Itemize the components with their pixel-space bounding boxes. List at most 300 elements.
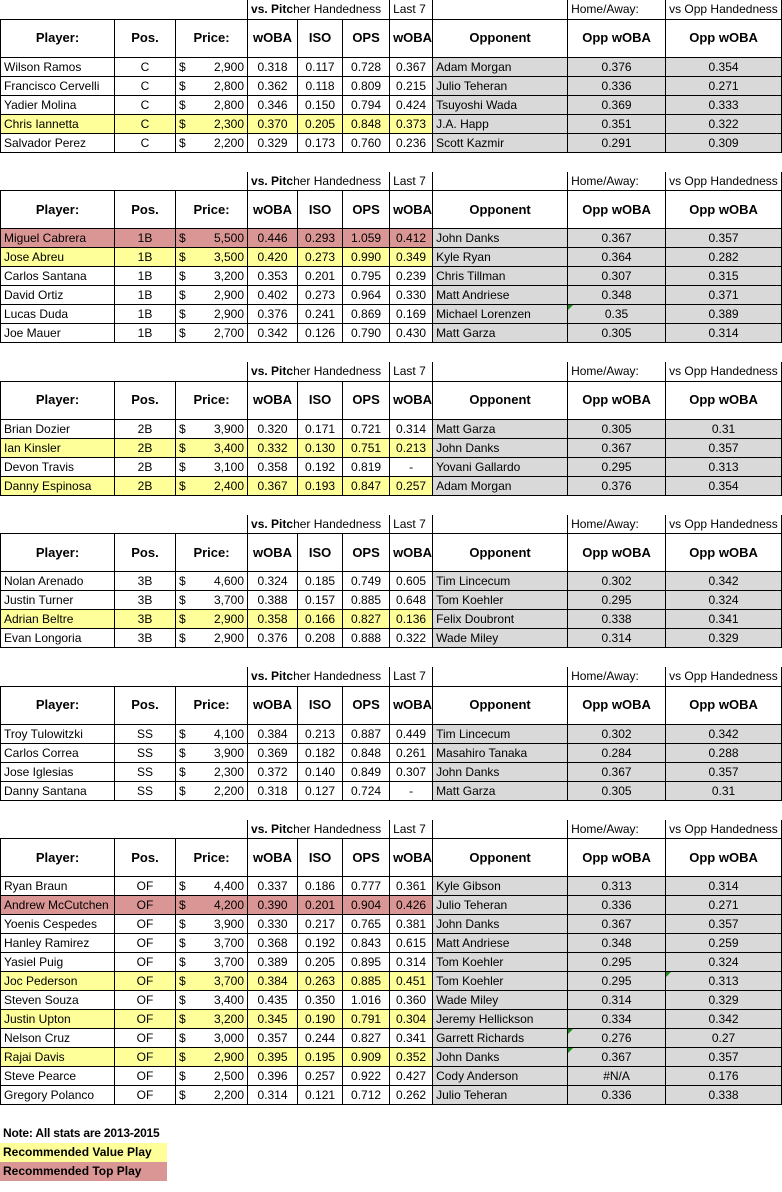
player-price — [176, 915, 248, 934]
currency-symbol: $ — [179, 974, 186, 988]
home-away-opp-woba: 0.376 — [568, 476, 666, 495]
ops-value: 0.749 — [343, 572, 390, 591]
player-price — [176, 248, 248, 267]
price-value: 2,900 — [214, 307, 245, 321]
currency-symbol: $ — [179, 269, 186, 283]
home-away-opp-woba: 0.336 — [568, 1086, 666, 1105]
home-away-opp-woba: 0.351 — [568, 114, 666, 133]
player-price — [176, 781, 248, 800]
vs-hand-opp-woba: 0.357 — [666, 762, 782, 781]
vs-hand-opp-woba: 0.324 — [666, 953, 782, 972]
home-away-header: Home/Away: — [568, 0, 666, 19]
opponent-name: John Danks — [433, 1048, 568, 1067]
woba-value: 0.345 — [248, 1010, 298, 1029]
vs-hand-opp-woba: 0.309 — [666, 133, 782, 152]
player-price — [176, 991, 248, 1010]
opponent-name: Tom Koehler — [433, 972, 568, 991]
last7-woba-value: 0.648 — [390, 591, 433, 610]
woba-value: 0.389 — [248, 953, 298, 972]
legend-top-play: Recommended Top Play — [0, 1162, 167, 1181]
player-name: Devon Travis — [1, 457, 115, 476]
column-header-woba: wOBA — [248, 686, 298, 724]
home-away-opp-woba: 0.348 — [568, 934, 666, 953]
column-header-ops: OPS — [343, 839, 390, 877]
column-header-player: Player: — [1, 381, 115, 419]
opponent-name: Kyle Gibson — [433, 877, 568, 896]
player-row — [1, 743, 782, 762]
last7-woba-value: 0.136 — [390, 610, 433, 629]
iso-value: 0.293 — [298, 229, 343, 248]
ops-value: 0.885 — [343, 972, 390, 991]
opponent-name: Tim Lincecum — [433, 724, 568, 743]
ops-value: 0.712 — [343, 1086, 390, 1105]
woba-value: 0.357 — [248, 1029, 298, 1048]
column-header-opponent: Opponent — [433, 191, 568, 229]
currency-symbol: $ — [179, 745, 186, 760]
position-table — [0, 667, 782, 801]
woba-value: 0.372 — [248, 762, 298, 781]
column-header-price: Price: — [176, 381, 248, 419]
iso-value: 0.117 — [298, 57, 343, 76]
woba-value: 0.390 — [248, 896, 298, 915]
player-row — [1, 305, 782, 324]
ops-value: 0.791 — [343, 1010, 390, 1029]
opponent-name: Masahiro Tanaka — [433, 743, 568, 762]
column-header-player: Player: — [1, 534, 115, 572]
woba-value: 0.395 — [248, 1048, 298, 1067]
woba-value: 0.358 — [248, 457, 298, 476]
home-away-opp-woba: 0.364 — [568, 248, 666, 267]
column-header-price: Price: — [176, 686, 248, 724]
opponent-name: Tsuyoshi Wada — [433, 95, 568, 114]
ops-value: 0.765 — [343, 915, 390, 934]
currency-symbol: $ — [179, 726, 186, 741]
woba-value: 0.370 — [248, 114, 298, 133]
home-away-opp-woba: 0.302 — [568, 724, 666, 743]
price-value: 3,700 — [214, 593, 245, 607]
column-header-ops: OPS — [343, 534, 390, 572]
player-position: 3B — [115, 610, 176, 629]
woba-value: 0.396 — [248, 1067, 298, 1086]
iso-value: 0.190 — [298, 1010, 343, 1029]
opponent-name: Tom Koehler — [433, 591, 568, 610]
opponent-name: Wade Miley — [433, 991, 568, 1010]
vs-hand-opp-woba: 0.357 — [666, 1048, 782, 1067]
home-away-opp-woba: 0.295 — [568, 953, 666, 972]
player-position: OF — [115, 934, 176, 953]
column-header-price: Price: — [176, 534, 248, 572]
player-position: SS — [115, 781, 176, 800]
player-row — [1, 1010, 782, 1029]
section-spacer — [0, 343, 782, 362]
woba-value: 0.367 — [248, 476, 298, 495]
currency-symbol: $ — [179, 78, 186, 93]
woba-value: 0.318 — [248, 57, 298, 76]
ops-value: 0.794 — [343, 95, 390, 114]
player-name: Lucas Duda — [1, 305, 115, 324]
last7-woba-value: 0.257 — [390, 476, 433, 495]
column-header-iso: ISO — [298, 191, 343, 229]
column-header-woba: wOBA — [248, 534, 298, 572]
price-value: 2,200 — [214, 1088, 245, 1102]
currency-symbol: $ — [179, 783, 186, 798]
column-header-opp-woba2: Opp wOBA — [666, 839, 782, 877]
iso-value: 0.195 — [298, 1048, 343, 1067]
player-price — [176, 610, 248, 629]
player-row — [1, 438, 782, 457]
ops-value: 0.827 — [343, 1029, 390, 1048]
opponent-name: John Danks — [433, 438, 568, 457]
last7-woba-value: 0.412 — [390, 229, 433, 248]
price-value: 4,200 — [214, 898, 245, 912]
iso-value: 0.205 — [298, 114, 343, 133]
currency-symbol: $ — [179, 955, 186, 969]
home-away-opp-woba: 0.302 — [568, 572, 666, 591]
currency-symbol: $ — [179, 440, 186, 455]
opponent-name: Felix Doubront — [433, 610, 568, 629]
player-position: SS — [115, 762, 176, 781]
ops-value: 0.819 — [343, 457, 390, 476]
player-row — [1, 95, 782, 114]
ops-value: 0.990 — [343, 248, 390, 267]
player-position: 2B — [115, 438, 176, 457]
home-away-opp-woba: 0.313 — [568, 877, 666, 896]
vs-hand-opp-woba: 0.259 — [666, 934, 782, 953]
home-away-opp-woba: 0.305 — [568, 781, 666, 800]
home-away-opp-woba: 0.369 — [568, 95, 666, 114]
woba-value: 0.420 — [248, 248, 298, 267]
last7-woba-value: 0.213 — [390, 438, 433, 457]
currency-symbol: $ — [179, 116, 186, 131]
vs-hand-opp-woba: 0.333 — [666, 95, 782, 114]
opponent-name: Julio Teheran — [433, 1086, 568, 1105]
player-name: David Ortiz — [1, 286, 115, 305]
last7-woba-value: 0.262 — [390, 1086, 433, 1105]
column-header-ops: OPS — [343, 381, 390, 419]
price-value: 2,200 — [214, 783, 245, 798]
ops-value: 0.885 — [343, 591, 390, 610]
player-row — [1, 1048, 782, 1067]
last7-woba-value: 0.451 — [390, 972, 433, 991]
column-header-price: Price: — [176, 19, 248, 57]
last7-woba-value: 0.449 — [390, 724, 433, 743]
price-value: 3,100 — [214, 459, 245, 474]
last7-header: Last 7 — [390, 667, 433, 686]
last7-header: Last 7 — [390, 820, 433, 839]
iso-value: 0.126 — [298, 324, 343, 343]
ops-value: 0.964 — [343, 286, 390, 305]
player-row — [1, 286, 782, 305]
player-row — [1, 953, 782, 972]
position-table — [0, 172, 782, 344]
opponent-name: John Danks — [433, 915, 568, 934]
player-row — [1, 476, 782, 495]
vs-hand-opp-woba: 0.357 — [666, 229, 782, 248]
currency-symbol: $ — [179, 135, 186, 150]
home-away-opp-woba: 0.295 — [568, 972, 666, 991]
column-header-woba: wOBA — [248, 839, 298, 877]
home-away-opp-woba: 0.338 — [568, 610, 666, 629]
column-header-woba: wOBA — [248, 19, 298, 57]
opponent-name: Garrett Richards — [433, 1029, 568, 1048]
player-name: Steven Souza — [1, 991, 115, 1010]
player-name: Justin Upton — [1, 1010, 115, 1029]
last7-woba-value: 0.361 — [390, 877, 433, 896]
ops-value: 1.059 — [343, 229, 390, 248]
player-name: Joe Mauer — [1, 324, 115, 343]
player-row — [1, 76, 782, 95]
vs-hand-opp-woba: 0.27 — [666, 1029, 782, 1048]
column-header-opp-woba: Opp wOBA — [568, 381, 666, 419]
player-row — [1, 724, 782, 743]
vs-hand-opp-woba: 0.342 — [666, 724, 782, 743]
column-header-opponent: Opponent — [433, 381, 568, 419]
player-row — [1, 934, 782, 953]
player-position: 3B — [115, 629, 176, 648]
pitcher-handedness-header: vs. Pitcher Handedness — [248, 515, 390, 534]
opponent-name: John Danks — [433, 229, 568, 248]
player-row — [1, 915, 782, 934]
column-header-pos: Pos. — [115, 381, 176, 419]
player-price — [176, 572, 248, 591]
ops-value: 0.849 — [343, 762, 390, 781]
player-name: Miguel Cabrera — [1, 229, 115, 248]
player-position: 1B — [115, 229, 176, 248]
legend-value-play: Recommended Value Play — [0, 1143, 167, 1162]
position-table — [0, 515, 782, 649]
opponent-name: Matt Andriese — [433, 286, 568, 305]
woba-value: 0.376 — [248, 629, 298, 648]
vs-hand-opp-woba: 0.271 — [666, 896, 782, 915]
player-price — [176, 877, 248, 896]
ops-value: 0.847 — [343, 476, 390, 495]
column-header-player: Player: — [1, 839, 115, 877]
player-position: OF — [115, 953, 176, 972]
opponent-name: Tom Koehler — [433, 953, 568, 972]
woba-value: 0.384 — [248, 972, 298, 991]
player-name: Yasiel Puig — [1, 953, 115, 972]
price-value: 2,700 — [214, 326, 245, 340]
column-header-iso: ISO — [298, 534, 343, 572]
pitcher-handedness-header: vs. Pitcher Handedness — [248, 820, 390, 839]
last7-header: Last 7 — [390, 0, 433, 19]
vs-hand-opp-woba: 0.282 — [666, 248, 782, 267]
home-away-opp-woba: 0.314 — [568, 991, 666, 1010]
ops-value: 1.016 — [343, 991, 390, 1010]
player-name: Wilson Ramos — [1, 57, 115, 76]
player-name: Ian Kinsler — [1, 438, 115, 457]
price-value: 2,300 — [214, 116, 245, 131]
ops-value: 0.843 — [343, 934, 390, 953]
iso-value: 0.350 — [298, 991, 343, 1010]
column-header-opponent: Opponent — [433, 534, 568, 572]
iso-value: 0.244 — [298, 1029, 343, 1048]
column-header-opp-woba2: Opp wOBA — [666, 534, 782, 572]
opponent-name: Adam Morgan — [433, 476, 568, 495]
vs-hand-opp-woba: 0.354 — [666, 476, 782, 495]
column-header-opponent: Opponent — [433, 839, 568, 877]
player-row — [1, 114, 782, 133]
player-position: OF — [115, 972, 176, 991]
player-price — [176, 114, 248, 133]
opponent-name: Matt Garza — [433, 324, 568, 343]
last7-woba-value: 0.381 — [390, 915, 433, 934]
player-position: 1B — [115, 286, 176, 305]
home-away-header: Home/Away: — [568, 172, 666, 191]
ops-value: 0.809 — [343, 76, 390, 95]
ops-value: 0.887 — [343, 724, 390, 743]
iso-value: 0.263 — [298, 972, 343, 991]
opponent-name: Jeremy Hellickson — [433, 1010, 568, 1029]
player-name: Nelson Cruz — [1, 1029, 115, 1048]
ops-value: 0.848 — [343, 114, 390, 133]
player-name: Troy Tulowitzki — [1, 724, 115, 743]
player-position: C — [115, 114, 176, 133]
last7-woba-value: 0.304 — [390, 1010, 433, 1029]
player-name: Yadier Molina — [1, 95, 115, 114]
home-away-opp-woba: 0.276 — [568, 1029, 666, 1048]
pitcher-handedness-header: vs. Pitcher Handedness — [248, 362, 390, 381]
iso-value: 0.166 — [298, 610, 343, 629]
home-away-opp-woba: 0.295 — [568, 457, 666, 476]
player-row — [1, 457, 782, 476]
column-header-ops: OPS — [343, 686, 390, 724]
woba-value: 0.376 — [248, 305, 298, 324]
vs-hand-opp-woba: 0.357 — [666, 438, 782, 457]
price-value: 3,700 — [214, 955, 245, 969]
column-header-opp-woba2: Opp wOBA — [666, 686, 782, 724]
last7-woba-value: 0.367 — [390, 57, 433, 76]
vs-hand-opp-woba: 0.371 — [666, 286, 782, 305]
player-price — [176, 305, 248, 324]
iso-value: 0.157 — [298, 591, 343, 610]
iso-value: 0.130 — [298, 438, 343, 457]
ops-value: 0.895 — [343, 953, 390, 972]
home-away-opp-woba: 0.367 — [568, 915, 666, 934]
woba-value: 0.353 — [248, 267, 298, 286]
pitcher-handedness-header: vs. Pitcher Handedness — [248, 0, 390, 19]
player-name: Danny Espinosa — [1, 476, 115, 495]
woba-value: 0.402 — [248, 286, 298, 305]
vs-hand-opp-woba: 0.31 — [666, 781, 782, 800]
iso-value: 0.140 — [298, 762, 343, 781]
player-position: 1B — [115, 267, 176, 286]
home-away-header: Home/Away: — [568, 362, 666, 381]
position-table — [0, 362, 782, 496]
player-row — [1, 991, 782, 1010]
section-spacer — [0, 153, 782, 172]
home-away-header: Home/Away: — [568, 515, 666, 534]
last7-header: Last 7 — [390, 515, 433, 534]
last7-woba-value: 0.236 — [390, 133, 433, 152]
currency-symbol: $ — [179, 612, 186, 626]
vs-hand-opp-woba: 0.176 — [666, 1067, 782, 1086]
iso-value: 0.171 — [298, 419, 343, 438]
opponent-name: Matt Andriese — [433, 934, 568, 953]
last7-woba-value: 0.349 — [390, 248, 433, 267]
player-price — [176, 972, 248, 991]
vs-hand-opp-woba: 0.271 — [666, 76, 782, 95]
column-header-price: Price: — [176, 191, 248, 229]
vs-hand-opp-woba: 0.329 — [666, 629, 782, 648]
player-name: Gregory Polanco — [1, 1086, 115, 1105]
iso-value: 0.186 — [298, 877, 343, 896]
player-position: OF — [115, 1086, 176, 1105]
player-position: C — [115, 57, 176, 76]
last7-header: Last 7 — [390, 362, 433, 381]
price-value: 2,900 — [214, 288, 245, 302]
player-position: C — [115, 76, 176, 95]
currency-symbol: $ — [179, 59, 186, 74]
player-name: Adrian Beltre — [1, 610, 115, 629]
player-price — [176, 762, 248, 781]
player-position: 2B — [115, 419, 176, 438]
column-header-opp-woba2: Opp wOBA — [666, 381, 782, 419]
vs-opp-handedness-header: vs Opp Handedness — [666, 820, 782, 839]
opponent-name: J.A. Happ — [433, 114, 568, 133]
player-position: C — [115, 133, 176, 152]
position-table — [0, 820, 782, 1106]
last7-woba-value: 0.341 — [390, 1029, 433, 1048]
column-header-iso: ISO — [298, 686, 343, 724]
price-value: 2,200 — [214, 135, 245, 150]
home-away-opp-woba: 0.295 — [568, 591, 666, 610]
woba-value: 0.318 — [248, 781, 298, 800]
column-header-ops: OPS — [343, 191, 390, 229]
last7-woba-value: 0.352 — [390, 1048, 433, 1067]
iso-value: 0.273 — [298, 286, 343, 305]
opponent-name: Scott Kazmir — [433, 133, 568, 152]
player-row — [1, 133, 782, 152]
vs-hand-opp-woba: 0.342 — [666, 572, 782, 591]
home-away-header: Home/Away: — [568, 667, 666, 686]
home-away-opp-woba: 0.307 — [568, 267, 666, 286]
home-away-opp-woba: 0.284 — [568, 743, 666, 762]
currency-symbol: $ — [179, 1050, 186, 1064]
player-position: OF — [115, 1067, 176, 1086]
player-name: Jose Abreu — [1, 248, 115, 267]
column-header-woba: wOBA — [248, 381, 298, 419]
player-row — [1, 419, 782, 438]
last7-woba-value: 0.239 — [390, 267, 433, 286]
last7-woba-value: 0.424 — [390, 95, 433, 114]
player-position: OF — [115, 1048, 176, 1067]
opponent-name: Cody Anderson — [433, 1067, 568, 1086]
vs-hand-opp-woba: 0.31 — [666, 419, 782, 438]
currency-symbol: $ — [179, 1088, 186, 1102]
player-row — [1, 896, 782, 915]
player-row — [1, 572, 782, 591]
player-row — [1, 57, 782, 76]
player-price — [176, 76, 248, 95]
player-price — [176, 133, 248, 152]
player-price — [176, 229, 248, 248]
currency-symbol: $ — [179, 231, 186, 245]
player-name: Steve Pearce — [1, 1067, 115, 1086]
currency-symbol: $ — [179, 326, 186, 340]
iso-value: 0.192 — [298, 934, 343, 953]
last7-woba-value: - — [390, 781, 433, 800]
last7-woba-value: 0.261 — [390, 743, 433, 762]
iso-value: 0.185 — [298, 572, 343, 591]
woba-value: 0.446 — [248, 229, 298, 248]
woba-value: 0.435 — [248, 991, 298, 1010]
currency-symbol: $ — [179, 478, 186, 493]
woba-value: 0.368 — [248, 934, 298, 953]
price-value: 3,200 — [214, 269, 245, 283]
home-away-opp-woba: 0.367 — [568, 438, 666, 457]
woba-value: 0.314 — [248, 1086, 298, 1105]
